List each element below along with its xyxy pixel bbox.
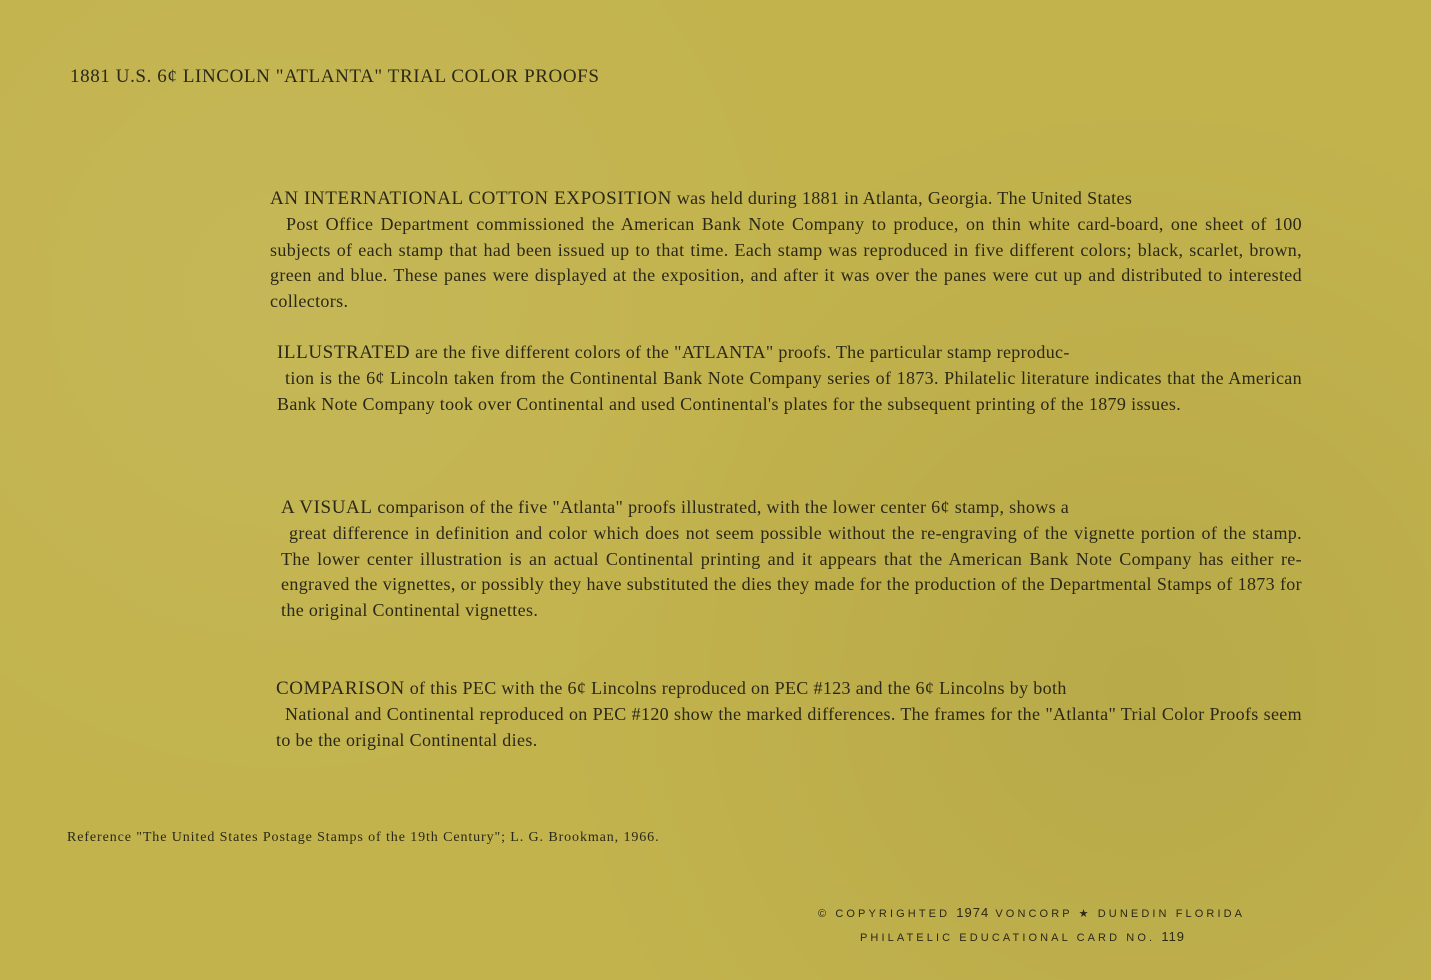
card-label: PHILATELIC EDUCATIONAL CARD NO.	[860, 932, 1162, 944]
copyright-year: 1974	[956, 905, 990, 920]
paragraph-first-line: of this PEC with the 6¢ Lincolns reproduced on PEC #123 and the 6¢ Lincolns by both	[404, 678, 1067, 698]
card-number: 119	[1161, 929, 1186, 944]
paragraph-lead: ILLUSTRATED	[277, 342, 411, 363]
paragraph-first-line: comparison of the five "Atlanta" proofs illustrated, with the lower center 6¢ stamp, shows a	[372, 497, 1070, 517]
copyright-prefix: © COPYRIGHTED	[818, 908, 957, 920]
card-number-line	[860, 929, 1185, 944]
paragraph-lead: COMPARISON	[276, 678, 405, 699]
page-title: 1881 U.S. 6¢ LINCOLN "ATLANTA" TRIAL COLOR PROOFS	[70, 66, 600, 87]
paragraph-lead: A VISUAL	[281, 497, 373, 518]
paragraph-body: Post Office Department commissioned the American Bank Note Company to produce, on thin white card-board, one sheet of 100 subjects of each stamp that had been issued up to that time. Each stamp was reproduced in five different colors; black, scarlet, brown, green and blue. These panes were displayed at the exposition, and after it was over the panes were cut up and distributed to interested collectors.	[270, 213, 1302, 312]
reference-note: Reference "The United States Postage Stamps of the 19th Century"; L. G. Brookman, 1966.	[67, 830, 660, 845]
paragraph-lead: AN INTERNATIONAL COTTON EXPOSITION	[270, 188, 672, 209]
copyright-suffix: VONCORP ★ DUNEDIN FLORIDA	[989, 908, 1246, 920]
paragraph-first-line: are the five different colors of the "ATLANTA" proofs. The particular stamp reproduc-	[410, 342, 1070, 362]
paragraph-body: great difference in definition and color which does not seem possible without the re-engraving of the vignette portion of the stamp. The lower center illustration is an actual Continental printing and it appears that the American Bank Note Company has either re-engraved the vignettes, or possibly they have substituted the dies they made for the production of the Departmental Stamps of 1873 for the original Continental vignettes.	[281, 522, 1302, 621]
paragraph-visual-comparison	[281, 495, 1302, 624]
paragraph-comparison	[276, 676, 1302, 753]
paragraph-cotton-exposition	[270, 186, 1302, 315]
copyright-line	[818, 905, 1245, 920]
paragraph-body: National and Continental reproduced on PEC #120 show the marked differences. The frames for the "Atlanta" Trial Color Proofs seem to be the original Continental dies.	[276, 703, 1302, 750]
paragraph-illustrated	[277, 340, 1302, 417]
paragraph-body: tion is the 6¢ Lincoln taken from the Continental Bank Note Company series of 1873. Philatelic literature indicates that the American Bank Note Company took over Continental and used Continental's plates for the subsequent printing of the 1879 issues.	[277, 367, 1302, 414]
paragraph-first-line: was held during 1881 in Atlanta, Georgia. The United States	[671, 188, 1133, 208]
